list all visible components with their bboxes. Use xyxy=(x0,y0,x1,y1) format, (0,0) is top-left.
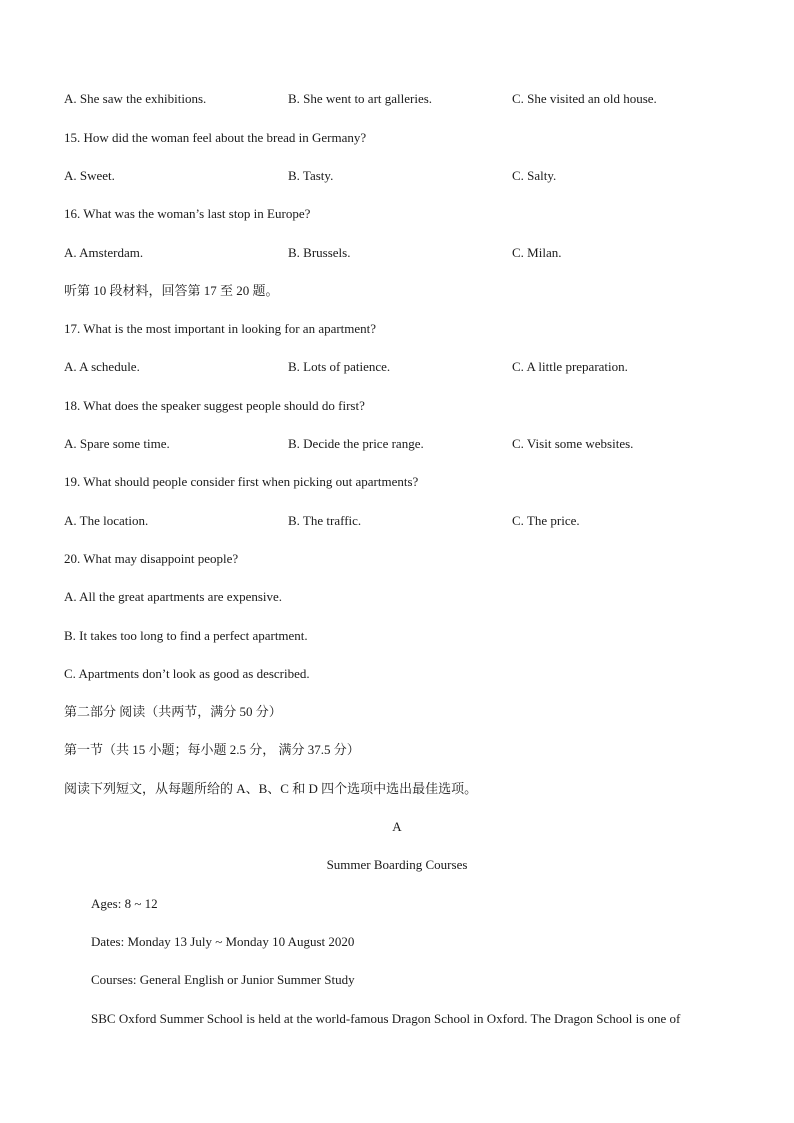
q19-option-b: B. The traffic. xyxy=(288,513,362,528)
q20-question: 20. What may disappoint people? xyxy=(64,551,239,566)
q18-question: 18. What does the speaker suggest people should do first? xyxy=(64,398,365,413)
section1-heading: 第一节（共 15 小题；每小题 2.5 分， 满分 37.5 分） xyxy=(64,742,360,757)
q17-question: 17. What is the most important in looking for an apartment? xyxy=(64,321,377,336)
q16-option-c: C. Milan. xyxy=(512,245,562,260)
q19-question: 19. What should people consider first when picking out apartments? xyxy=(64,474,419,489)
passage-dates: Dates: Monday 13 July ~ Monday 10 August 2020 xyxy=(91,934,355,949)
q18-option-a: A. Spare some time. xyxy=(64,436,170,451)
q14-option-b: B. She went to art galleries. xyxy=(288,91,433,106)
q19-option-c: C. The price. xyxy=(512,513,580,528)
q18-option-c: C. Visit some websites. xyxy=(512,436,634,451)
passage-courses: Courses: General English or Junior Summer Study xyxy=(91,972,355,987)
q14-option-c: C. She visited an old house. xyxy=(512,91,657,106)
q20-option-b: B. It takes too long to find a perfect apartment. xyxy=(64,628,308,643)
q15-option-c: C. Salty. xyxy=(512,168,557,183)
passage-title: Summer Boarding Courses xyxy=(326,857,468,872)
reading-instruction: 阅读下列短文，从每题所给的 A、B、C 和 D 四个选项中选出最佳选项。 xyxy=(64,781,478,796)
q15-question: 15. How did the woman feel about the bread in Germany? xyxy=(64,130,367,145)
q19-option-a: A. The location. xyxy=(64,513,149,528)
q15-option-a: A. Sweet. xyxy=(64,168,115,183)
q15-option-b: B. Tasty. xyxy=(288,168,334,183)
passage-ages: Ages: 8 ~ 12 xyxy=(91,896,158,911)
section10-instruction: 听第 10 段材料，回答第 17 至 20 题。 xyxy=(64,283,279,298)
q17-option-c: C. A little preparation. xyxy=(512,359,628,374)
part2-heading: 第二部分 阅读（共两节，满分 50 分） xyxy=(64,704,282,719)
q16-question: 16. What was the woman’s last stop in Europe? xyxy=(64,206,311,221)
passage-body: SBC Oxford Summer School is held at the world-famous Dragon School in Oxford. The Dragon School is one of xyxy=(91,1011,681,1026)
q20-option-a: A. All the great apartments are expensive. xyxy=(64,589,283,604)
passage-letter: A xyxy=(392,819,402,834)
q20-option-c: C. Apartments don’t look as good as described. xyxy=(64,666,310,681)
q14-option-a: A. She saw the exhibitions. xyxy=(64,91,207,106)
q16-option-a: A. Amsterdam. xyxy=(64,245,144,260)
q18-option-b: B. Decide the price range. xyxy=(288,436,424,451)
q16-option-b: B. Brussels. xyxy=(288,245,351,260)
q17-option-b: B. Lots of patience. xyxy=(288,359,391,374)
q17-option-a: A. A schedule. xyxy=(64,359,140,374)
